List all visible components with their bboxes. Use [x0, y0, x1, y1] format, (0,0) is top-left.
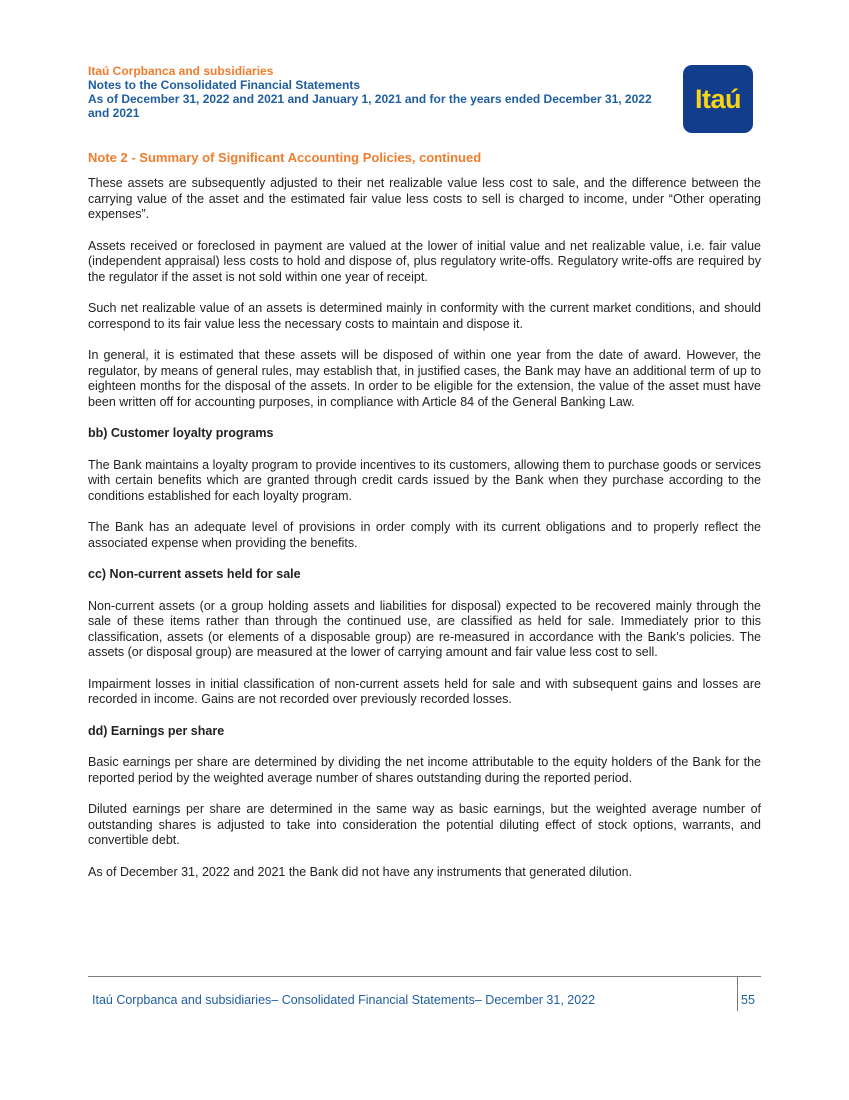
paragraph: The Bank has an adequate level of provisions in order comply with its current obligations and to properly reflect the associated expense when providing the benefits. [88, 520, 761, 550]
paragraph: In general, it is estimated that these assets will be disposed of within one year from the date of award. However, the regulator, by means of general rules, may establish that, in justified cases, the Bank may have an additional term of up to eighteen months for the disposal of the assets. In order to be eligible for the extension, the value of the asset must have been written off for accounting purposes, in compliance with Article 84 of the General Banking Law. [88, 348, 761, 409]
footer-rule [88, 976, 761, 977]
section-heading-loyalty: bb) Customer loyalty programs [88, 426, 274, 440]
logo-text: Itaú [694, 83, 741, 114]
paragraph: As of December 31, 2022 and 2021 the Bank did not have any instruments that generated dilution. [88, 864, 633, 879]
page-header [88, 64, 678, 120]
paragraph: Non-current assets (or a group holding assets and liabilities for disposal) expected to be recovered mainly through the sale of these items rather than through the continued use, are classified as held for sale. Immediately prior to this classification, assets (or elements of a disposable group) are re-measured in accordance with the Bank’s policies. The assets (or disposal group) are measured at the lower of carrying amount and fair value less cost to sell. [88, 598, 761, 659]
paragraph: Basic earnings per share are determined by dividing the net income attributable to the equity holders of the Bank for the reported period by the weighted average number of shares outstanding during the reported period. [88, 755, 761, 785]
footer-text: Itaú Corpbanca and subsidiaries– Consolidated Financial Statements– December 31, 2022 [92, 993, 596, 1007]
page-number: 55 [741, 993, 755, 1007]
note-title: Note 2 - Summary of Significant Accounting Policies, continued [88, 150, 482, 165]
paragraph: Such net realizable value of an assets is determined mainly in conformity with the current market conditions, and should correspond to its fair value less the necessary costs to maintain and dispose it. [88, 301, 761, 331]
paragraph: Diluted earnings per share are determined in the same way as basic earnings, but the weighted average number of outstanding shares is adjusted to take into consideration the potential diluting effect of stock options, warrants, and convertible debt. [88, 802, 761, 847]
notes-title: Notes to the Consolidated Financial Statements [88, 78, 361, 92]
section-heading-held-for-sale: cc) Non-current assets held for sale [88, 567, 301, 581]
paragraph: Assets received or foreclosed in payment are valued at the lower of initial value and net realizable value, i.e. fair value (independent appraisal) less costs to hold and dispose of, plus regulatory write-offs. Regulatory write-offs are required by the regulator if the asset is not sold within one year of receipt. [88, 238, 761, 284]
itau-logo [683, 65, 753, 133]
period-line-1: As of December 31, 2022 and 2021 and January 1, 2021 and for the years ended December 31, 2022 [88, 92, 652, 106]
paragraph: These assets are subsequently adjusted to their net realizable value less cost to sale, and the difference between the carrying value of the asset and the estimated fair value less costs to sell is charged to income, under “Other operating expenses”. [88, 176, 761, 221]
company-name: Itaú Corpbanca and subsidiaries [88, 64, 274, 78]
paragraph: Impairment losses in initial classification of non-current assets held for sale and with subsequent gains and losses are recorded in income. Gains are not recorded over previously recorded losses. [88, 676, 761, 706]
paragraph: The Bank maintains a loyalty program to provide incentives to its customers, allowing them to purchase goods or services with certain benefits which are granted through credit cards issued by the Bank when they purchase according to the conditions established for each loyalty program. [88, 457, 761, 503]
period-line-2: and 2021 [88, 106, 140, 120]
footer-divider [737, 977, 738, 1011]
section-heading-earnings-per-share: dd) Earnings per share [88, 723, 225, 738]
document-body [88, 150, 761, 896]
